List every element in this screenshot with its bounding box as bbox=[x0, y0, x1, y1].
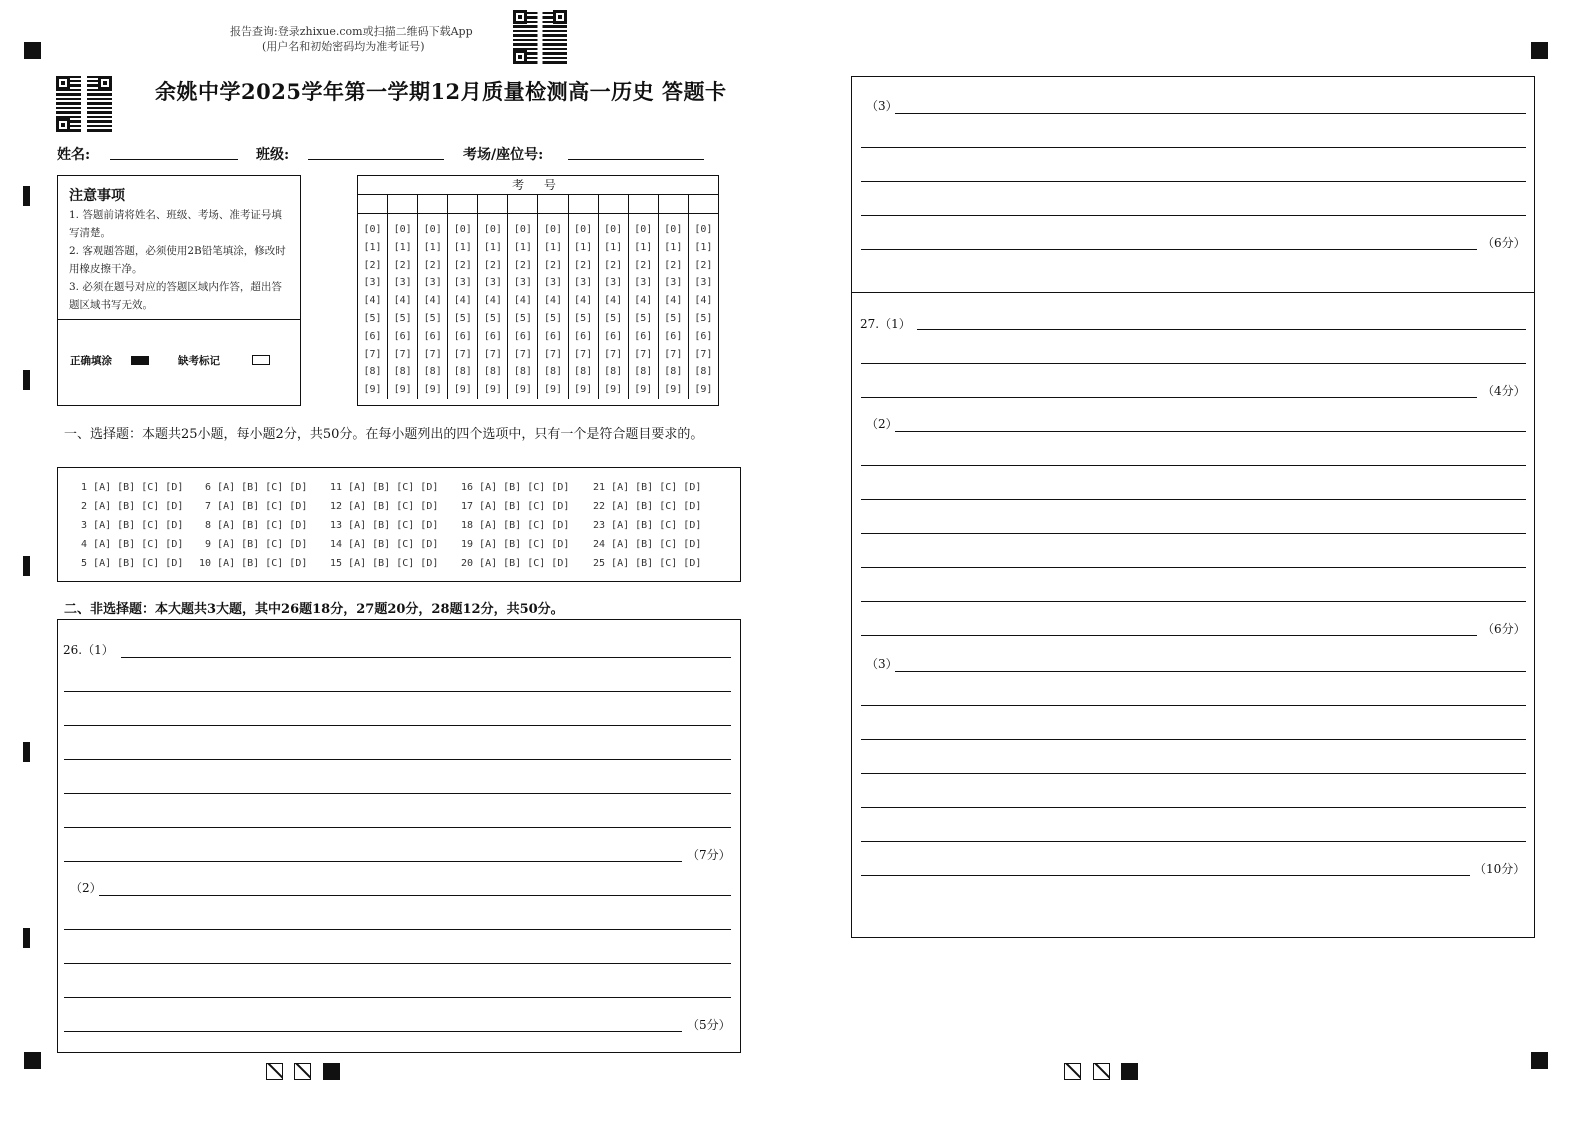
timing-mark bbox=[23, 556, 30, 576]
mcq-question-row[interactable]: 20 [A] [B] [C] [D] bbox=[461, 558, 570, 569]
exam-id-bubble[interactable]: [0] bbox=[393, 224, 412, 235]
answer-line[interactable] bbox=[861, 465, 1526, 466]
mcq-question-row[interactable]: 7 [A] [B] [C] [D] bbox=[199, 501, 308, 512]
answer-line[interactable] bbox=[861, 875, 1470, 876]
exam-id-bubble[interactable]: [5] bbox=[513, 312, 532, 324]
mcq-question-row[interactable]: 16 [A] [B] [C] [D] bbox=[461, 482, 570, 493]
section2-title: 二、非选择题：本大题共3大题，其中26题18分，27题20分，28题12分，共50分。 bbox=[64, 602, 564, 617]
exam-id-bubble[interactable]: [8] bbox=[694, 366, 713, 378]
exam-id-bubble[interactable]: [9] bbox=[574, 384, 593, 396]
correct-fill-label: 正确填涂 bbox=[70, 355, 112, 367]
exam-id-column[interactable] bbox=[508, 214, 538, 399]
answer-line[interactable] bbox=[64, 929, 731, 930]
exam-id-bubble[interactable]: [1] bbox=[453, 241, 472, 253]
mcq-question-row[interactable]: 13 [A] [B] [C] [D] bbox=[330, 520, 439, 531]
q27-1-score: （4分） bbox=[1482, 384, 1526, 398]
answer-line[interactable] bbox=[861, 533, 1526, 534]
report-line-1: 报告查询:登录zhixue.com或扫描二维码下载App bbox=[230, 25, 473, 38]
exam-id-bubble[interactable]: [1] bbox=[513, 241, 532, 253]
mcq-group[interactable] bbox=[330, 478, 438, 573]
exam-id-bubble[interactable]: [3] bbox=[604, 277, 623, 289]
exam-id-bubble[interactable]: [4] bbox=[543, 295, 563, 307]
answer-line[interactable] bbox=[64, 691, 731, 692]
mcq-question-row[interactable]: 22 [A] [B] [C] [D] bbox=[593, 501, 702, 512]
q27-1-label: 27.（1） bbox=[860, 317, 911, 331]
exam-id-column[interactable] bbox=[418, 214, 448, 399]
answer-line[interactable] bbox=[861, 841, 1526, 842]
answer-line[interactable] bbox=[861, 147, 1526, 148]
exam-id-column[interactable] bbox=[358, 214, 388, 399]
mcq-question-row[interactable]: 21 [A] [B] [C] [D] bbox=[593, 482, 702, 493]
exam-id-bubble[interactable]: [8] bbox=[423, 366, 442, 378]
q26-1-label: 26.（1） bbox=[63, 643, 114, 657]
exam-id-bubble[interactable]: [9] bbox=[694, 384, 713, 396]
exam-id-bubble[interactable]: [0] bbox=[543, 224, 563, 235]
notice-item: 1. 答题前请将姓名、班级、考场、准考证号填写清楚。 bbox=[69, 209, 282, 239]
exam-id-bubble[interactable]: [8] bbox=[483, 366, 502, 378]
notice-title: 注意事项 bbox=[69, 188, 125, 204]
exam-id-bubble[interactable]: [4] bbox=[604, 295, 623, 307]
registration-mark bbox=[1531, 1052, 1548, 1069]
exam-id-bubble[interactable]: [5] bbox=[543, 312, 563, 324]
exam-id-bubble[interactable]: [1] bbox=[634, 241, 653, 253]
exam-id-bubble[interactable]: [9] bbox=[513, 384, 532, 396]
exam-id-bubble[interactable]: [7] bbox=[483, 348, 502, 360]
exam-id-bubble[interactable]: [5] bbox=[483, 312, 502, 324]
exam-id-bubble[interactable]: [7] bbox=[694, 348, 713, 360]
exam-id-header: 考 号 bbox=[358, 176, 718, 195]
answer-line[interactable] bbox=[895, 671, 1526, 672]
exam-id-bubble[interactable]: [7] bbox=[453, 348, 472, 360]
answer-line[interactable] bbox=[895, 113, 1526, 114]
exam-id-bubble[interactable]: [6] bbox=[513, 330, 532, 342]
mcq-question-row[interactable]: 14 [A] [B] [C] [D] bbox=[330, 539, 439, 550]
exam-id-bubble[interactable]: [1] bbox=[694, 241, 713, 253]
seat-field[interactable] bbox=[568, 159, 704, 160]
correct-fill-sample bbox=[131, 356, 149, 365]
exam-id-bubble[interactable]: [1] bbox=[483, 241, 502, 253]
answer-line[interactable] bbox=[64, 963, 731, 964]
exam-id-bubble[interactable]: [8] bbox=[574, 366, 593, 378]
answer-line[interactable] bbox=[861, 249, 1477, 250]
exam-id-bubble[interactable]: [2] bbox=[423, 259, 442, 271]
question-divider bbox=[851, 292, 1535, 293]
exam-id-bubble[interactable]: [3] bbox=[574, 277, 593, 289]
exam-id-bubble[interactable]: [4] bbox=[423, 295, 442, 307]
exam-id-bubble[interactable]: [0] bbox=[634, 224, 653, 235]
exam-id-bubble[interactable]: [2] bbox=[513, 259, 532, 271]
exam-id-bubble[interactable]: [1] bbox=[664, 241, 683, 253]
notice-item: 3. 必须在题号对应的答题区域内作答，超出答题区域书写无效。 bbox=[69, 281, 282, 311]
answer-line[interactable] bbox=[861, 567, 1526, 568]
q26-answer-box bbox=[57, 619, 741, 1053]
answer-line[interactable] bbox=[861, 181, 1526, 182]
exam-id-bubble[interactable]: [7] bbox=[423, 348, 442, 360]
exam-id-bubble[interactable]: [7] bbox=[664, 348, 683, 360]
exam-id-bubble[interactable]: [4] bbox=[694, 295, 713, 307]
page-code-mark bbox=[323, 1063, 340, 1080]
answer-line[interactable] bbox=[64, 759, 731, 760]
mcq-answer-grid[interactable] bbox=[57, 467, 741, 582]
exam-id-bubble[interactable]: [0] bbox=[604, 224, 623, 235]
timing-mark bbox=[23, 928, 30, 948]
registration-mark bbox=[24, 1052, 41, 1069]
exam-id-bubble[interactable]: [4] bbox=[483, 295, 502, 307]
qr-code-icon[interactable] bbox=[513, 10, 567, 64]
exam-id-bubble[interactable]: [4] bbox=[393, 295, 412, 307]
q26-3-score: （6分） bbox=[1482, 236, 1526, 250]
mcq-question-row[interactable]: 2 [A] [B] [C] [D] bbox=[75, 501, 184, 512]
answer-line[interactable] bbox=[861, 705, 1526, 706]
answer-line[interactable] bbox=[861, 773, 1526, 774]
exam-id-bubble[interactable]: [5] bbox=[694, 312, 713, 324]
mcq-question-row[interactable]: 1 [A] [B] [C] [D] bbox=[75, 482, 184, 493]
q26-2-label: （2） bbox=[70, 881, 102, 895]
exam-id-bubble[interactable]: [6] bbox=[634, 330, 653, 342]
exam-id-bubble[interactable]: [0] bbox=[574, 224, 593, 235]
mcq-question-row[interactable]: 6 [A] [B] [C] [D] bbox=[199, 482, 308, 493]
exam-id-column[interactable] bbox=[659, 214, 689, 399]
answer-line[interactable] bbox=[861, 739, 1526, 740]
exam-id-bubble[interactable]: [9] bbox=[393, 384, 412, 396]
exam-id-bubble[interactable]: [5] bbox=[363, 312, 382, 324]
exam-id-bubble[interactable]: [1] bbox=[393, 241, 412, 253]
exam-id-bubble[interactable]: [9] bbox=[604, 384, 623, 396]
exam-id-bubble[interactable]: [0] bbox=[483, 224, 502, 235]
mcq-question-row[interactable]: 19 [A] [B] [C] [D] bbox=[461, 539, 570, 550]
exam-id-bubble[interactable]: [2] bbox=[483, 259, 502, 271]
mcq-question-row[interactable]: 15 [A] [B] [C] [D] bbox=[330, 558, 439, 569]
mcq-question-row[interactable]: 9 [A] [B] [C] [D] bbox=[199, 539, 308, 550]
exam-id-grid bbox=[357, 175, 719, 406]
answer-line[interactable] bbox=[121, 657, 731, 658]
page-code-mark bbox=[266, 1063, 283, 1080]
notice-box bbox=[57, 175, 301, 406]
exam-id-bubble[interactable]: [7] bbox=[574, 348, 593, 360]
exam-id-bubble[interactable]: [4] bbox=[363, 295, 382, 307]
exam-id-bubble[interactable]: [6] bbox=[393, 330, 412, 342]
answer-line[interactable] bbox=[861, 601, 1526, 602]
exam-id-bubble[interactable]: [5] bbox=[574, 312, 593, 324]
exam-id-bubble[interactable]: [6] bbox=[543, 330, 563, 342]
exam-id-bubble[interactable]: [3] bbox=[513, 277, 532, 289]
report-line-2: (用户名和初始密码均为准考证号) bbox=[262, 40, 425, 53]
exam-id-bubble[interactable]: [2] bbox=[543, 259, 563, 271]
exam-id-bubble[interactable]: [5] bbox=[634, 312, 653, 324]
exam-id-bubble[interactable]: [9] bbox=[363, 384, 382, 396]
registration-mark bbox=[1531, 42, 1548, 59]
exam-id-column[interactable] bbox=[538, 214, 568, 399]
class-label: 班级: bbox=[256, 147, 290, 163]
timing-mark bbox=[23, 742, 30, 762]
answer-line[interactable] bbox=[861, 807, 1526, 808]
answer-line[interactable] bbox=[99, 895, 731, 896]
exam-id-bubble[interactable]: [8] bbox=[453, 366, 472, 378]
q27-3-score: （10分） bbox=[1474, 862, 1526, 876]
answer-line[interactable] bbox=[64, 793, 731, 794]
divider bbox=[58, 319, 300, 320]
exam-id-column[interactable] bbox=[599, 214, 629, 399]
exam-id-bubble[interactable]: [0] bbox=[513, 224, 532, 235]
exam-id-column[interactable] bbox=[448, 214, 478, 399]
exam-id-bubble[interactable]: [5] bbox=[453, 312, 472, 324]
exam-id-bubble[interactable]: [6] bbox=[423, 330, 442, 342]
exam-id-bubble[interactable]: [6] bbox=[604, 330, 623, 342]
answer-line[interactable] bbox=[895, 431, 1526, 432]
exam-id-bubble[interactable]: [6] bbox=[574, 330, 593, 342]
exam-id-bubble[interactable]: [7] bbox=[634, 348, 653, 360]
mcq-question-row[interactable]: 8 [A] [B] [C] [D] bbox=[199, 520, 308, 531]
exam-id-bubble[interactable]: [5] bbox=[664, 312, 683, 324]
right-answer-box bbox=[851, 76, 1535, 938]
exam-id-bubble[interactable]: [4] bbox=[664, 295, 683, 307]
exam-id-bubble[interactable]: [5] bbox=[604, 312, 623, 324]
exam-id-bubble[interactable]: [0] bbox=[664, 224, 683, 235]
answer-line[interactable] bbox=[861, 215, 1526, 216]
exam-id-bubble[interactable]: [3] bbox=[393, 277, 412, 289]
exam-id-bubble[interactable]: [2] bbox=[634, 259, 653, 271]
absent-mark-label: 缺考标记 bbox=[178, 355, 220, 367]
exam-id-bubble[interactable]: [3] bbox=[453, 277, 472, 289]
exam-id-bubble[interactable]: [6] bbox=[694, 330, 713, 342]
exam-id-bubble[interactable]: [9] bbox=[453, 384, 472, 396]
exam-id-bubble[interactable]: [9] bbox=[634, 384, 653, 396]
exam-id-bubble[interactable]: [0] bbox=[363, 224, 382, 235]
exam-id-bubble[interactable]: [9] bbox=[543, 384, 563, 396]
mcq-group[interactable] bbox=[75, 478, 183, 573]
mcq-question-row[interactable]: 18 [A] [B] [C] [D] bbox=[461, 520, 570, 531]
mcq-question-row[interactable]: 17 [A] [B] [C] [D] bbox=[461, 501, 570, 512]
exam-id-bubble[interactable]: [8] bbox=[664, 366, 683, 378]
exam-id-bubble[interactable]: [4] bbox=[513, 295, 532, 307]
exam-id-bubble[interactable]: [8] bbox=[634, 366, 653, 378]
exam-id-bubble[interactable]: [1] bbox=[423, 241, 442, 253]
exam-id-bubble[interactable]: [3] bbox=[543, 277, 563, 289]
exam-id-column[interactable] bbox=[569, 214, 599, 399]
exam-id-bubble[interactable]: [2] bbox=[393, 259, 412, 271]
answer-line[interactable] bbox=[861, 397, 1477, 398]
exam-id-bubble[interactable]: [0] bbox=[694, 224, 713, 235]
timing-mark bbox=[23, 370, 30, 390]
exam-id-column[interactable] bbox=[478, 214, 508, 399]
exam-id-bubble[interactable]: [5] bbox=[393, 312, 412, 324]
seat-label: 考场/座位号: bbox=[463, 147, 544, 163]
exam-id-bubble[interactable]: [8] bbox=[543, 366, 563, 378]
absent-mark-checkbox[interactable] bbox=[252, 355, 270, 365]
exam-id-bubble[interactable]: [8] bbox=[604, 366, 623, 378]
exam-id-bubble[interactable]: [4] bbox=[453, 295, 472, 307]
exam-id-bubble[interactable]: [2] bbox=[574, 259, 593, 271]
q26-1-score: （7分） bbox=[687, 848, 731, 862]
exam-id-bubble[interactable]: [6] bbox=[483, 330, 502, 342]
answer-line[interactable] bbox=[861, 363, 1526, 364]
exam-id-bubble[interactable]: [4] bbox=[634, 295, 653, 307]
page-title: 余姚中学2025学年第一学期12月质量检测高一历史 答题卡 bbox=[155, 79, 727, 104]
page-code-mark bbox=[1064, 1063, 1081, 1080]
exam-id-bubble[interactable]: [1] bbox=[543, 241, 563, 253]
answer-line[interactable] bbox=[64, 861, 682, 862]
exam-id-bubble[interactable]: [2] bbox=[453, 259, 472, 271]
mcq-question-row[interactable]: 4 [A] [B] [C] [D] bbox=[75, 539, 184, 550]
exam-id-bubble[interactable]: [8] bbox=[513, 366, 532, 378]
notice-list bbox=[69, 206, 287, 314]
exam-id-bubble[interactable]: [0] bbox=[423, 224, 442, 235]
exam-id-bubble[interactable]: [3] bbox=[694, 277, 713, 289]
exam-id-bubble[interactable]: [3] bbox=[664, 277, 683, 289]
exam-id-bubble[interactable]: [7] bbox=[363, 348, 382, 360]
answer-line[interactable] bbox=[917, 329, 1526, 330]
class-field[interactable] bbox=[308, 159, 444, 160]
page-code-mark bbox=[1121, 1063, 1138, 1080]
answer-line[interactable] bbox=[64, 997, 731, 998]
exam-id-bubble[interactable]: [1] bbox=[574, 241, 593, 253]
exam-id-write-cells[interactable] bbox=[358, 195, 718, 214]
answer-line[interactable] bbox=[861, 635, 1477, 636]
mcq-group[interactable] bbox=[593, 478, 701, 573]
exam-id-bubble[interactable]: [9] bbox=[423, 384, 442, 396]
registration-mark bbox=[24, 42, 41, 59]
exam-id-bubble[interactable]: [7] bbox=[513, 348, 532, 360]
exam-id-bubble[interactable]: [7] bbox=[543, 348, 563, 360]
mcq-question-row[interactable]: 11 [A] [B] [C] [D] bbox=[330, 482, 439, 493]
page-code-mark bbox=[1093, 1063, 1110, 1080]
exam-id-bubble[interactable]: [4] bbox=[574, 295, 593, 307]
exam-id-column[interactable] bbox=[689, 214, 718, 399]
timing-mark bbox=[23, 186, 30, 206]
exam-id-bubble[interactable]: [2] bbox=[363, 259, 382, 271]
exam-id-bubble[interactable]: [8] bbox=[393, 366, 412, 378]
exam-id-bubble[interactable]: [6] bbox=[453, 330, 472, 342]
exam-id-bubble[interactable]: [3] bbox=[423, 277, 442, 289]
exam-id-bubble[interactable]: [1] bbox=[604, 241, 623, 253]
exam-id-bubble[interactable]: [6] bbox=[664, 330, 683, 342]
notice-item: 2. 客观题答题，必须使用2B铅笔填涂，修改时用橡皮擦干净。 bbox=[69, 245, 286, 275]
name-label: 姓名: bbox=[57, 147, 91, 163]
exam-id-bubble[interactable]: [3] bbox=[483, 277, 502, 289]
page-code-mark bbox=[294, 1063, 311, 1080]
exam-id-bubble[interactable]: [2] bbox=[604, 259, 623, 271]
q26-3-label: （3） bbox=[866, 99, 898, 113]
exam-id-bubble[interactable]: [9] bbox=[664, 384, 683, 396]
name-field[interactable] bbox=[110, 159, 238, 160]
q27-2-score: （6分） bbox=[1482, 622, 1526, 636]
exam-id-bubble[interactable]: [3] bbox=[363, 277, 382, 289]
mcq-question-row[interactable]: 23 [A] [B] [C] [D] bbox=[593, 520, 702, 531]
q27-3-label: （3） bbox=[866, 657, 898, 671]
mcq-question-row[interactable]: 5 [A] [B] [C] [D] bbox=[75, 558, 184, 569]
answer-line[interactable] bbox=[64, 725, 731, 726]
exam-id-bubble[interactable]: [7] bbox=[393, 348, 412, 360]
exam-id-bubble[interactable]: [2] bbox=[664, 259, 683, 271]
exam-id-bubble[interactable]: [8] bbox=[363, 366, 382, 378]
exam-id-bubble[interactable]: [0] bbox=[453, 224, 472, 235]
mcq-question-row[interactable]: 24 [A] [B] [C] [D] bbox=[593, 539, 702, 550]
exam-id-bubble[interactable]: [6] bbox=[363, 330, 382, 342]
exam-id-bubble[interactable]: [1] bbox=[363, 241, 382, 253]
exam-id-bubble[interactable]: [7] bbox=[604, 348, 623, 360]
answer-line[interactable] bbox=[64, 827, 731, 828]
mcq-question-row[interactable]: 10 [A] [B] [C] [D] bbox=[199, 558, 308, 569]
mcq-question-row[interactable]: 12 [A] [B] [C] [D] bbox=[330, 501, 439, 512]
exam-id-column[interactable] bbox=[388, 214, 418, 399]
exam-id-bubble[interactable]: [3] bbox=[634, 277, 653, 289]
qr-code-icon bbox=[56, 76, 112, 132]
mcq-question-row[interactable]: 25 [A] [B] [C] [D] bbox=[593, 558, 702, 569]
answer-line[interactable] bbox=[64, 1031, 682, 1032]
exam-id-bubble[interactable]: [9] bbox=[483, 384, 502, 396]
section1-title: 一、选择题：本题共25小题，每小题2分，共50分。在每小题列出的四个选项中，只有一个是符合题目要求的。 bbox=[64, 427, 704, 442]
exam-id-bubble[interactable]: [2] bbox=[694, 259, 713, 271]
exam-id-bubble[interactable]: [5] bbox=[423, 312, 442, 324]
q26-2-score: （5分） bbox=[687, 1018, 731, 1032]
mcq-group[interactable] bbox=[199, 478, 307, 573]
exam-id-bubble-columns[interactable] bbox=[358, 214, 718, 399]
answer-line[interactable] bbox=[861, 499, 1526, 500]
mcq-question-row[interactable]: 3 [A] [B] [C] [D] bbox=[75, 520, 184, 531]
exam-id-column[interactable] bbox=[629, 214, 659, 399]
q27-2-label: （2） bbox=[866, 417, 898, 431]
mcq-group[interactable] bbox=[461, 478, 569, 573]
